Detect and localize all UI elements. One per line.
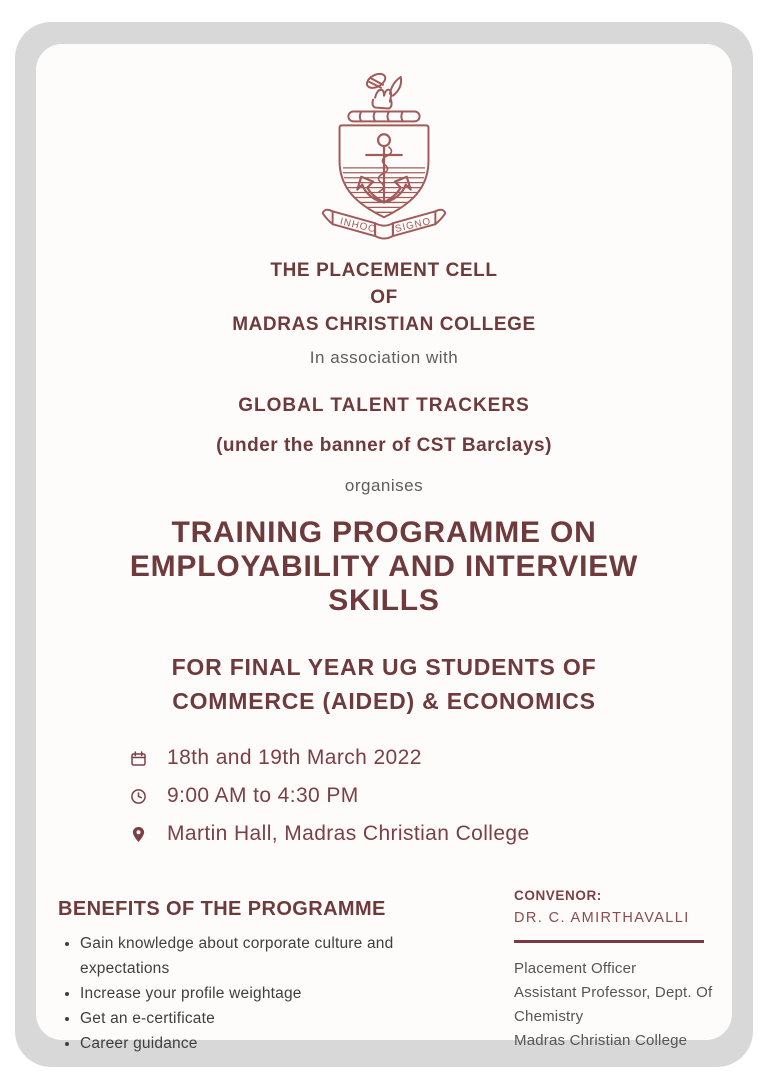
organises-text: organises bbox=[344, 476, 424, 495]
title-line1: TRAINING PROGRAMME ON bbox=[171, 516, 597, 549]
clock-icon bbox=[130, 788, 147, 805]
event-venue-row bbox=[130, 822, 732, 846]
benefits-section bbox=[58, 898, 458, 1056]
event-details bbox=[130, 746, 732, 846]
crest-torse-icon bbox=[348, 112, 419, 122]
audience-line2: COMMERCE (AIDED) & ECONOMICS bbox=[172, 688, 596, 714]
event-time: 9:00 AM to 4:30 PM bbox=[167, 784, 359, 807]
association-text: In association with bbox=[309, 348, 459, 367]
org-line1: THE PLACEMENT CELL bbox=[270, 260, 498, 281]
benefits-heading: BENEFITS OF THE PROGRAMME bbox=[58, 898, 386, 920]
benefit-item: • Career guidance bbox=[80, 1031, 420, 1056]
convenor-section bbox=[514, 888, 729, 1053]
convenor-role-line: Chemistry bbox=[514, 1008, 584, 1025]
convenor-name: DR. C. AMIRTHAVALLI bbox=[514, 910, 690, 926]
convenor-label: CONVENOR: bbox=[514, 888, 602, 903]
org-line2: OF bbox=[370, 287, 398, 308]
crest-hand-icon bbox=[365, 71, 402, 109]
college-crest-icon bbox=[300, 68, 468, 240]
crest-motto-right: SIGNO bbox=[394, 216, 433, 235]
poster-card bbox=[36, 44, 732, 1052]
calendar-icon bbox=[130, 750, 147, 767]
crest-motto-left: INHOC bbox=[338, 216, 378, 236]
convenor-divider bbox=[514, 940, 704, 943]
benefit-item: • Increase your profile weightage bbox=[80, 981, 420, 1006]
title-line2: EMPLOYABILITY AND INTERVIEW bbox=[129, 550, 639, 583]
convenor-role-line: Placement Officer bbox=[514, 960, 637, 977]
convenor-role-line: Madras Christian College bbox=[514, 1032, 688, 1049]
programme-title bbox=[36, 516, 732, 618]
convenor-role bbox=[514, 957, 729, 1053]
partner-name: GLOBAL TALENT TRACKERS bbox=[238, 395, 530, 416]
event-venue: Martin Hall, Madras Christian College bbox=[167, 822, 530, 845]
partner-banner-text: (under the banner of CST Barclays) bbox=[216, 435, 552, 456]
org-line3: MADRAS CHRISTIAN COLLEGE bbox=[232, 314, 536, 335]
title-line3: SKILLS bbox=[328, 584, 440, 617]
location-pin-icon bbox=[130, 826, 147, 843]
benefits-list bbox=[58, 931, 420, 1056]
event-date: 18th and 19th March 2022 bbox=[167, 746, 422, 769]
convenor-role-line: Assistant Professor, Dept. Of bbox=[514, 984, 713, 1001]
audience-line1: FOR FINAL YEAR UG STUDENTS OF bbox=[171, 654, 597, 680]
event-time-row bbox=[130, 784, 732, 808]
benefit-item: • Get an e-certificate bbox=[80, 1006, 420, 1031]
benefit-item: • Gain knowledge about corporate culture and expectations bbox=[80, 931, 420, 981]
event-date-row bbox=[130, 746, 732, 770]
organisation-block bbox=[36, 257, 732, 338]
audience-subtitle bbox=[36, 650, 732, 718]
